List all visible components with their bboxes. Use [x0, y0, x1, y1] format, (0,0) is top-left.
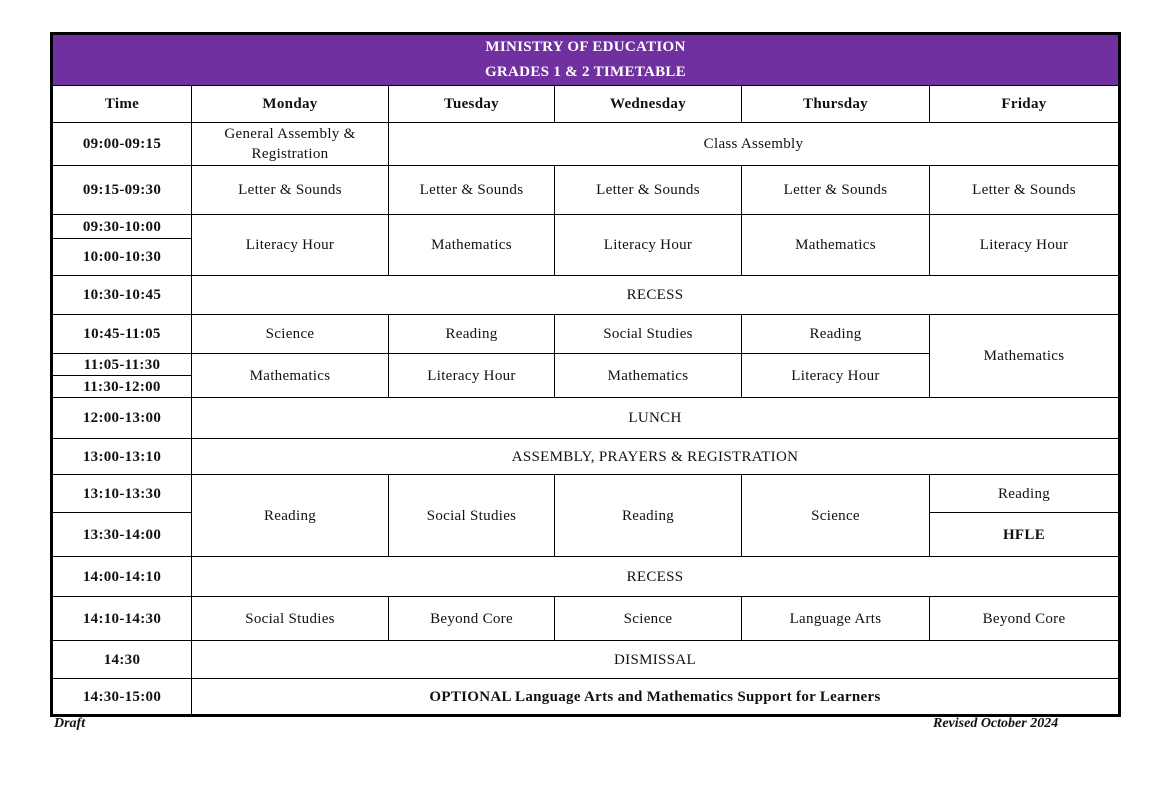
tuesday-cell: Beyond Core — [389, 597, 555, 641]
time-cell: 14:30-15:00 — [52, 679, 192, 716]
wednesday-cell: Social Studies — [555, 315, 742, 354]
wednesday-cell: Reading — [555, 475, 742, 557]
thursday-cell: Letter & Sounds — [742, 166, 930, 215]
friday-cell: Reading — [930, 475, 1120, 513]
friday-cell: Mathematics — [930, 315, 1120, 398]
table-row — [52, 439, 1120, 475]
friday-cell: Beyond Core — [930, 597, 1120, 641]
table-row — [52, 276, 1120, 315]
monday-cell: Literacy Hour — [192, 215, 389, 276]
monday-cell: Science — [192, 315, 389, 354]
thursday-cell: Reading — [742, 315, 930, 354]
tuesday-cell: Literacy Hour — [389, 354, 555, 398]
wednesday-cell: Literacy Hour — [555, 215, 742, 276]
column-header-wednesday: Wednesday — [555, 86, 742, 123]
friday-cell-hfle: HFLE — [930, 513, 1120, 557]
friday-cell: Letter & Sounds — [930, 166, 1120, 215]
time-cell: 10:45-11:05 — [52, 315, 192, 354]
class-assembly-cell: Class Assembly — [389, 123, 1120, 166]
time-cell: 13:00-13:10 — [52, 439, 192, 475]
wednesday-cell: Mathematics — [555, 354, 742, 398]
title-line-2: GRADES 1 & 2 TIMETABLE — [484, 64, 687, 80]
tuesday-cell: Social Studies — [389, 475, 555, 557]
time-cell: 12:00-13:00 — [52, 398, 192, 439]
tuesday-cell: Reading — [389, 315, 555, 354]
time-cell: 14:10-14:30 — [52, 597, 192, 641]
table-row — [52, 215, 1120, 239]
table-row — [52, 557, 1120, 597]
monday-cell: Social Studies — [192, 597, 389, 641]
wednesday-cell: Science — [555, 597, 742, 641]
lunch-cell: LUNCH — [192, 398, 1120, 439]
assembly-cell: ASSEMBLY, PRAYERS & REGISTRATION — [192, 439, 1120, 475]
table-row — [52, 315, 1120, 354]
time-cell: 11:30-12:00 — [52, 376, 192, 398]
time-cell: 09:30-10:00 — [52, 215, 192, 239]
time-cell: 11:05-11:30 — [52, 354, 192, 376]
revision-label: Revised October 2024 — [933, 716, 1059, 731]
timetable — [50, 32, 1121, 717]
table-row — [52, 641, 1120, 679]
column-header-friday: Friday — [930, 86, 1120, 123]
time-cell: 14:00-14:10 — [52, 557, 192, 597]
table-row — [52, 597, 1120, 641]
monday-cell: General Assembly & Registration — [192, 123, 389, 166]
monday-cell: Reading — [192, 475, 389, 557]
wednesday-cell: Letter & Sounds — [555, 166, 742, 215]
table-row — [52, 166, 1120, 215]
time-cell: 09:15-09:30 — [52, 166, 192, 215]
time-cell: 10:00-10:30 — [52, 239, 192, 276]
friday-cell: Literacy Hour — [930, 215, 1120, 276]
dismissal-cell: DISMISSAL — [192, 641, 1120, 679]
time-cell: 13:10-13:30 — [52, 475, 192, 513]
table-row — [52, 475, 1120, 513]
time-cell: 14:30 — [52, 641, 192, 679]
recess-cell: RECESS — [192, 276, 1120, 315]
table-row — [52, 679, 1120, 716]
optional-support-cell: OPTIONAL Language Arts and Mathematics Support for Learners — [192, 679, 1120, 716]
column-header-tuesday: Tuesday — [389, 86, 555, 123]
column-header-thursday: Thursday — [742, 86, 930, 123]
thursday-cell: Mathematics — [742, 215, 930, 276]
tuesday-cell: Mathematics — [389, 215, 555, 276]
thursday-cell: Science — [742, 475, 930, 557]
thursday-cell: Literacy Hour — [742, 354, 930, 398]
thursday-cell: Language Arts — [742, 597, 930, 641]
column-header-monday: Monday — [192, 86, 389, 123]
table-row — [52, 123, 1120, 166]
column-header-row — [52, 86, 1120, 123]
column-header-time: Time — [52, 86, 192, 123]
timetable-sheet — [50, 32, 1121, 717]
recess-cell: RECESS — [192, 557, 1120, 597]
timetable-title — [52, 34, 1120, 86]
time-cell: 13:30-14:00 — [52, 513, 192, 557]
monday-cell: Mathematics — [192, 354, 389, 398]
time-cell: 10:30-10:45 — [52, 276, 192, 315]
tuesday-cell: Letter & Sounds — [389, 166, 555, 215]
monday-cell: Letter & Sounds — [192, 166, 389, 215]
table-row — [52, 398, 1120, 439]
title-line-1: MINISTRY OF EDUCATION — [485, 39, 686, 55]
draft-label: Draft — [54, 716, 86, 731]
time-cell: 09:00-09:15 — [52, 123, 192, 166]
